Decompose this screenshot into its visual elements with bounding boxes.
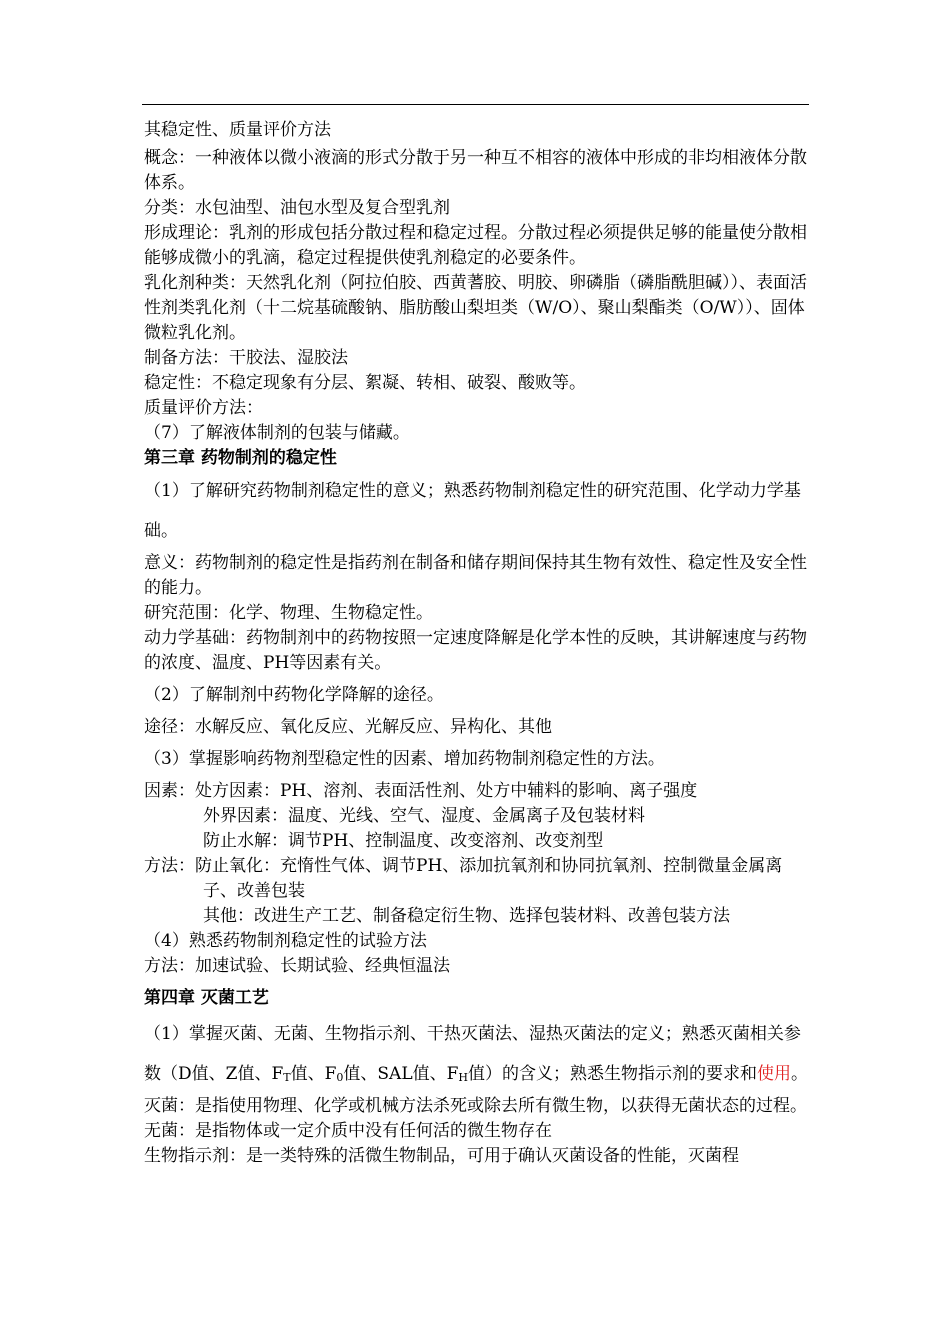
text-paragraph: 动力学基础：药物制剂中的药物按照一定速度降解是化学本性的反映，其讲解速度与药物的浓度、温度、PH等因素有关。 (144, 628, 807, 673)
text-paragraph: 乳化剂种类：天然乳化剂（阿拉伯胶、西黄蓍胶、明胶、卵磷脂（磷脂酰胆碱））、表面活性剂类乳化剂（十二烷基硫酸钠、脂肪酸山梨坦类（W/O）、聚山梨酯类（O/W））、固体微粒乳化剂。 (144, 273, 807, 343)
document-body (144, 118, 810, 1169)
highlighted-text: 使用 (757, 1064, 791, 1084)
text-line: 研究范围：化学、物理、生物稳定性。 (144, 603, 433, 623)
text-line: 其稳定性、质量评价方法 (144, 120, 331, 140)
objective-line: （2）了解制剂中药物化学降解的途径。 (144, 685, 444, 705)
text-paragraph: 意义：药物制剂的稳定性是指药剂在制备和储存期间保持其生物有效性、稳定性及安全性的能力。 (144, 553, 807, 598)
text-line: （7）了解液体制剂的包装与储藏。 (144, 423, 410, 443)
text-paragraph: 形成理论：乳剂的形成包括分散过程和稳定过程。分散过程必须提供足够的能量使分散相能够成微小的乳滴，稳定过程提供使乳剂稳定的必要条件。 (144, 223, 807, 268)
subscript: 0 (336, 1071, 344, 1084)
objective-line: （1）了解研究药物制剂稳定性的意义；熟悉药物制剂稳定性的研究范围、化学动力学基础。 (144, 481, 801, 541)
chapter-4-heading: 第四章 灭菌工艺 (144, 988, 269, 1008)
text-line: 因素：处方因素：PH、溶剂、表面活性剂、处方中辅料的影响、离子强度 (144, 781, 698, 801)
text-line: 分类：水包油型、油包水型及复合型乳剂 (144, 198, 450, 218)
text-line: 其他：改进生产工艺、制备稳定衍生物、选择包装材料、改善包装方法 (203, 906, 730, 926)
text-paragraph: 灭菌：是指使用物理、化学或机械方法杀死或除去所有微生物，以获得无菌状态的过程。 (144, 1096, 807, 1116)
text-span: （1）掌握灭菌、无菌、生物指示剂、干热灭菌法、湿热灭菌法的定义；熟悉灭菌相关参数（D值、Z值、F (144, 1024, 801, 1084)
text-paragraph: 概念：一种液体以微小液滴的形式分散于另一种互不相容的液体中形成的非均相液体分散体系。 (144, 148, 807, 193)
header-rule (142, 104, 809, 105)
text-span: 。 (791, 1064, 808, 1084)
chapter-3-heading: 第三章 药物制剂的稳定性 (144, 448, 337, 468)
text-line: 防止水解：调节PH、控制温度、改变溶剂、改变剂型 (203, 831, 604, 851)
text-line: 方法：加速试验、长期试验、经典恒温法 (144, 956, 450, 976)
text-paragraph: 方法：防止氧化：充惰性气体、调节PH、添加抗氧剂和协同抗氧剂、控制微量金属离子、改善包装 (144, 856, 783, 901)
subscript: H (458, 1071, 468, 1084)
text-line: 无菌：是指物体或一定介质中没有任何活的微生物存在 (144, 1121, 552, 1141)
text-span: 值、F (290, 1064, 337, 1084)
objective-line: （3）掌握影响药物剂型稳定性的因素、增加药物制剂稳定性的方法。 (144, 749, 665, 769)
text-line: 质量评价方法： (144, 398, 263, 418)
objective-line (144, 1014, 810, 1094)
text-line: 生物指示剂：是一类特殊的活微生物制品，可用于确认灭菌设备的性能，灭菌程 (144, 1146, 739, 1166)
text-line: 稳定性：不稳定现象有分层、絮凝、转相、破裂、酸败等。 (144, 373, 586, 393)
text-line: 途径：水解反应、氧化反应、光解反应、异构化、其他 (144, 717, 552, 737)
text-line: 外界因素：温度、光线、空气、湿度、金属离子及包装材料 (203, 806, 645, 826)
objective-line: （4）熟悉药物制剂稳定性的试验方法 (144, 931, 427, 951)
text-span: 值、SAL值、F (343, 1064, 459, 1084)
subscript: T (283, 1071, 291, 1084)
text-span: 值）的含义；熟悉生物指示剂的要求和 (468, 1064, 757, 1084)
text-line: 制备方法：干胶法、湿胶法 (144, 348, 348, 368)
